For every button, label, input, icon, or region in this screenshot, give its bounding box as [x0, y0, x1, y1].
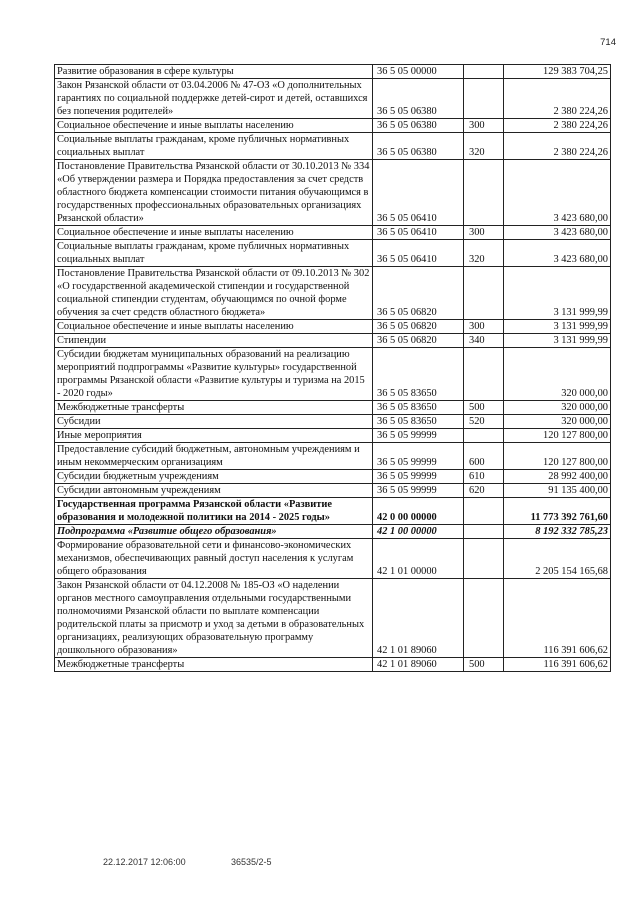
table-row — [55, 160, 611, 226]
row-name-cell: Межбюджетные трансферты — [55, 401, 373, 415]
row-type-cell: 610 — [464, 470, 504, 484]
row-amount-cell: 2 380 224,26 — [504, 119, 611, 133]
row-code-cell: 36 5 05 99999 — [373, 470, 464, 484]
table-row — [55, 539, 611, 579]
row-code-cell: 36 5 05 06820 — [373, 320, 464, 334]
row-code-cell: 36 5 05 99999 — [373, 484, 464, 498]
table-row — [55, 65, 611, 79]
row-code-cell: 36 5 05 06820 — [373, 267, 464, 320]
row-code-cell: 36 5 05 83650 — [373, 348, 464, 401]
row-type-cell — [464, 539, 504, 579]
row-type-cell: 320 — [464, 240, 504, 267]
table-row — [55, 334, 611, 348]
table-row — [55, 579, 611, 658]
row-type-cell: 600 — [464, 443, 504, 470]
row-type-cell: 300 — [464, 119, 504, 133]
row-code-cell: 42 1 01 00000 — [373, 539, 464, 579]
table-row — [55, 348, 611, 401]
row-amount-cell: 3 131 999,99 — [504, 334, 611, 348]
row-code-cell: 36 5 05 83650 — [373, 401, 464, 415]
row-code-cell: 36 5 05 83650 — [373, 415, 464, 429]
table-row — [55, 484, 611, 498]
row-type-cell — [464, 579, 504, 658]
row-name-cell: Стипендии — [55, 334, 373, 348]
footer-date: 22.12.2017 12:06:00 — [103, 857, 186, 867]
row-type-cell — [464, 348, 504, 401]
row-code-cell: 36 5 05 06410 — [373, 226, 464, 240]
table-row — [55, 133, 611, 160]
row-amount-cell: 8 192 332 785,23 — [504, 525, 611, 539]
row-type-cell: 300 — [464, 320, 504, 334]
row-type-cell: 500 — [464, 658, 504, 672]
table-row — [55, 119, 611, 133]
row-amount-cell: 3 423 680,00 — [504, 160, 611, 226]
row-name-cell: Предоставление субсидий бюджетным, автономным учреждениям и иным некоммерческим организациям — [55, 443, 373, 470]
row-name-cell: Подпрограмма «Развитие общего образования» — [55, 525, 373, 539]
table-row — [55, 267, 611, 320]
row-code-cell: 36 5 05 99999 — [373, 443, 464, 470]
row-code-cell: 42 1 01 89060 — [373, 579, 464, 658]
row-name-cell: Социальные выплаты гражданам, кроме публичных нормативных социальных выплат — [55, 240, 373, 267]
row-code-cell: 36 5 05 06380 — [373, 79, 464, 119]
row-amount-cell: 91 135 400,00 — [504, 484, 611, 498]
row-name-cell: Закон Рязанской области от 04.12.2008 № 185-ОЗ «О наделении органов местного самоуправления отдельными государственными полномочиями Рязанской области по выплате компенсации родительской платы за присмотр и уход за детьми в образовательных организациях, реализующих образовательную программу дошкольного образования» — [55, 579, 373, 658]
row-type-cell: 500 — [464, 401, 504, 415]
row-type-cell — [464, 160, 504, 226]
row-amount-cell: 3 131 999,99 — [504, 267, 611, 320]
row-amount-cell: 129 383 704,25 — [504, 65, 611, 79]
row-amount-cell: 116 391 606,62 — [504, 579, 611, 658]
row-name-cell: Субсидии бюджетам муниципальных образований на реализацию мероприятий подпрограммы «Развитие культуры» государственной программы Рязанской области «Развитие культуры и туризма на 2015 - 2020 годы» — [55, 348, 373, 401]
table-row — [55, 429, 611, 443]
row-type-cell: 300 — [464, 226, 504, 240]
row-type-cell — [464, 525, 504, 539]
table-row — [55, 525, 611, 539]
row-code-cell: 42 1 00 00000 — [373, 525, 464, 539]
row-name-cell: Развитие образования в сфере культуры — [55, 65, 373, 79]
row-name-cell: Социальное обеспечение и иные выплаты населению — [55, 320, 373, 334]
row-type-cell: 620 — [464, 484, 504, 498]
row-amount-cell: 320 000,00 — [504, 415, 611, 429]
row-type-cell: 520 — [464, 415, 504, 429]
row-amount-cell: 320 000,00 — [504, 348, 611, 401]
table-row — [55, 498, 611, 525]
row-amount-cell: 3 423 680,00 — [504, 226, 611, 240]
row-type-cell: 340 — [464, 334, 504, 348]
footer-doc-code: 36535/2-5 — [231, 857, 272, 867]
table-row — [55, 415, 611, 429]
row-code-cell: 36 5 05 06410 — [373, 240, 464, 267]
table-row — [55, 320, 611, 334]
row-code-cell: 42 0 00 00000 — [373, 498, 464, 525]
row-name-cell: Иные мероприятия — [55, 429, 373, 443]
row-amount-cell: 120 127 800,00 — [504, 429, 611, 443]
row-name-cell: Межбюджетные трансферты — [55, 658, 373, 672]
row-name-cell: Постановление Правительства Рязанской области от 09.10.2013 № 302 «О государственной академической стипендии и государственной социальной стипендии студентам, обучающимся по очной форме обучения за счет средств областного бюджета» — [55, 267, 373, 320]
budget-table — [54, 64, 611, 672]
row-name-cell: Закон Рязанской области от 03.04.2006 № 47-ОЗ «О дополнительных гарантиях по социальной поддержке детей-сирот и детей, оставшихся без попечения родителей» — [55, 79, 373, 119]
row-code-cell: 36 5 05 06820 — [373, 334, 464, 348]
row-name-cell: Субсидии — [55, 415, 373, 429]
row-amount-cell: 120 127 800,00 — [504, 443, 611, 470]
row-name-cell: Социальное обеспечение и иные выплаты населению — [55, 119, 373, 133]
row-name-cell: Формирование образовательной сети и финансово-экономических механизмов, обеспечивающих равный доступ населения к услугам общего образования — [55, 539, 373, 579]
row-code-cell: 36 5 05 99999 — [373, 429, 464, 443]
page-number: 714 — [600, 37, 616, 48]
row-name-cell: Субсидии бюджетным учреждениям — [55, 470, 373, 484]
row-amount-cell: 3 131 999,99 — [504, 320, 611, 334]
row-code-cell: 36 5 05 06410 — [373, 160, 464, 226]
row-name-cell: Социальные выплаты гражданам, кроме публичных нормативных социальных выплат — [55, 133, 373, 160]
row-amount-cell: 28 992 400,00 — [504, 470, 611, 484]
table-row — [55, 79, 611, 119]
table-row — [55, 226, 611, 240]
row-code-cell: 36 5 05 06380 — [373, 133, 464, 160]
row-name-cell: Субсидии автономным учреждениям — [55, 484, 373, 498]
row-type-cell — [464, 65, 504, 79]
row-amount-cell: 3 423 680,00 — [504, 240, 611, 267]
row-code-cell: 42 1 01 89060 — [373, 658, 464, 672]
table-row — [55, 658, 611, 672]
row-name-cell: Социальное обеспечение и иные выплаты населению — [55, 226, 373, 240]
row-amount-cell: 320 000,00 — [504, 401, 611, 415]
budget-table-body — [55, 65, 611, 672]
row-type-cell — [464, 498, 504, 525]
row-name-cell: Государственная программа Рязанской области «Развитие образования и молодежной политики на 2014 - 2025 годы» — [55, 498, 373, 525]
table-row — [55, 240, 611, 267]
row-type-cell — [464, 79, 504, 119]
table-row — [55, 443, 611, 470]
row-amount-cell: 2 380 224,26 — [504, 79, 611, 119]
row-amount-cell: 116 391 606,62 — [504, 658, 611, 672]
row-amount-cell: 2 380 224,26 — [504, 133, 611, 160]
row-amount-cell: 2 205 154 165,68 — [504, 539, 611, 579]
row-code-cell: 36 5 05 00000 — [373, 65, 464, 79]
table-row — [55, 401, 611, 415]
row-type-cell — [464, 267, 504, 320]
row-name-cell: Постановление Правительства Рязанской области от 30.10.2013 № 334 «Об утверждении размера и Порядка предоставления за счет средств областного бюджета компенсации стоимости питания обучающимся в государственных профессиональных образовательных организациях Рязанской области» — [55, 160, 373, 226]
table-row — [55, 470, 611, 484]
row-code-cell: 36 5 05 06380 — [373, 119, 464, 133]
row-type-cell — [464, 429, 504, 443]
row-amount-cell: 11 773 392 761,60 — [504, 498, 611, 525]
row-type-cell: 320 — [464, 133, 504, 160]
